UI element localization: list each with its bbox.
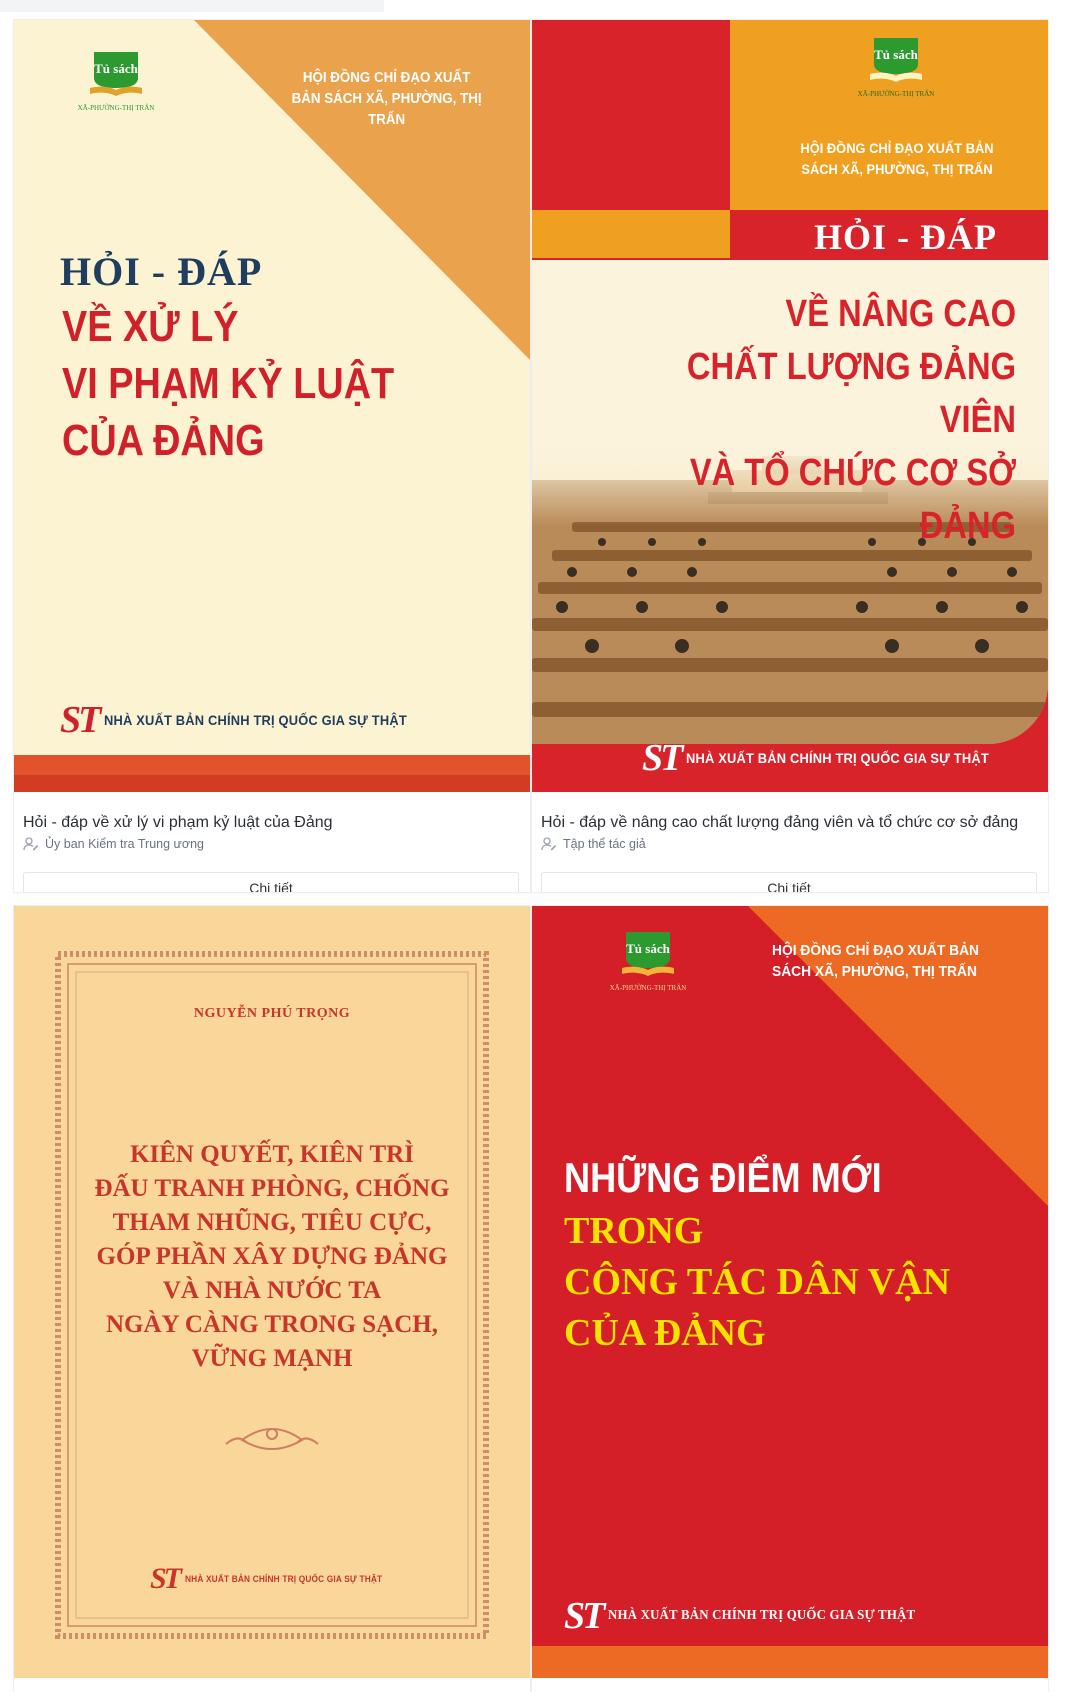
book-cover[interactable] — [14, 906, 530, 1678]
logo-label: Tủ sách — [874, 47, 918, 62]
cover-band — [14, 775, 530, 792]
logo-ring: XÃ-PHƯỜNG-THỊ TRẤN — [857, 90, 935, 98]
logo-ring: XÃ-PHƯỜNG-THỊ TRẤN — [77, 104, 155, 112]
council-text: HỘI ĐỒNG CHỈ ĐẠO XUẤT BẢN SÁCH XÃ, PHƯỜNG, THỊ TRẤN — [800, 140, 994, 177]
book-card[interactable] — [532, 906, 1048, 1692]
council-text: HỘI ĐỒNG CHỈ ĐẠO XUẤT BẢN SÁCH XÃ, PHƯỜNG, THỊ TRẤN — [291, 70, 482, 128]
top-strip — [0, 0, 384, 12]
author-icon — [23, 837, 39, 851]
logo-ring: XÃ-PHƯỜNG-THỊ TRẤN — [609, 984, 687, 992]
cover-author: NGUYỄN PHÚ TRỌNG — [193, 1006, 351, 1021]
book-author: Ủy ban Kiểm tra Trung ương — [23, 837, 204, 851]
cover-title: NHỮNG ĐIỂM MỚI — [564, 1154, 882, 1201]
publisher-name: NHÀ XUẤT BẢN CHÍNH TRỊ QUỐC GIA SỰ THẬT — [104, 712, 408, 728]
book-title[interactable]: Hỏi - đáp về xử lý vi phạm kỷ luật của Đảng — [23, 814, 333, 831]
book-author: Tập thể tác giả — [541, 837, 646, 851]
tusach-logo — [592, 926, 702, 996]
book-cover[interactable] — [532, 20, 1048, 792]
logo-label: Tủ sách — [94, 61, 138, 76]
publisher-logo: ST — [60, 699, 99, 741]
cover-heading: HỎI - ĐÁP — [60, 249, 263, 294]
book-card[interactable] — [14, 20, 530, 892]
publisher-name: NHÀ XUẤT BẢN CHÍNH TRỊ QUỐC GIA SỰ THẬT — [608, 1608, 916, 1623]
author-icon — [541, 837, 557, 851]
tusach-logo — [60, 46, 170, 116]
publisher-logo: ST — [150, 1562, 180, 1595]
book-card[interactable] — [14, 906, 530, 1692]
book-cover[interactable] — [532, 906, 1048, 1678]
publisher — [642, 736, 1016, 780]
publisher-name: NHÀ XUẤT BẢN CHÍNH TRỊ QUỐC GIA SỰ THẬT — [686, 750, 990, 766]
cover-decoration — [532, 210, 730, 258]
detail-button[interactable]: Chi tiết — [541, 872, 1037, 892]
logo-label: Tủ sách — [626, 941, 670, 956]
publisher — [60, 698, 434, 742]
cover-heading: HỎI - ĐÁP — [814, 217, 997, 257]
publisher-name: NHÀ XUẤT BẢN CHÍNH TRỊ QUỐC GIA SỰ THẬT — [185, 1574, 383, 1584]
detail-button[interactable]: Chi tiết — [23, 872, 519, 892]
book-cover[interactable] — [14, 20, 530, 792]
cover-title: VỀ XỬ LÝ VI PHẠM KỶ LUẬT CỦA ĐẢNG — [62, 302, 395, 465]
cover-band — [532, 1646, 1048, 1678]
cover-subtitle: TRONG CÔNG TÁC DÂN VẬN CỦA ĐẢNG — [564, 1210, 951, 1354]
publisher — [150, 1562, 399, 1596]
publisher-logo: ST — [564, 1595, 603, 1637]
publisher — [564, 1594, 942, 1638]
cover-title: VỀ NÂNG CAO CHẤT LƯỢNG ĐẢNG VIÊN VÀ TỔ CHỨC CƠ SỞ ĐẢNG — [686, 293, 1016, 547]
book-card[interactable] — [532, 20, 1048, 892]
council-text: HỘI ĐỒNG CHỈ ĐẠO XUẤT BẢN SÁCH XÃ, PHƯỜNG, THỊ TRẤN — [772, 942, 979, 980]
publisher-logo: ST — [642, 737, 681, 779]
cover-title: KIÊN QUYẾT, KIÊN TRÌ ĐẤU TRANH PHÒNG, CHỐNG THAM NHŨNG, TIÊU CỰC, GÓP PHẦN XÂY DỰNG ĐẢNG VÀ NHÀ NƯỚC TA NGÀY CÀNG TRONG SẠCH, VỮNG MẠNH — [94, 1141, 450, 1372]
tusach-logo — [840, 32, 950, 102]
book-title[interactable]: Hỏi - đáp về nâng cao chất lượng đảng viên và tổ chức cơ sở đảng — [541, 814, 1019, 831]
